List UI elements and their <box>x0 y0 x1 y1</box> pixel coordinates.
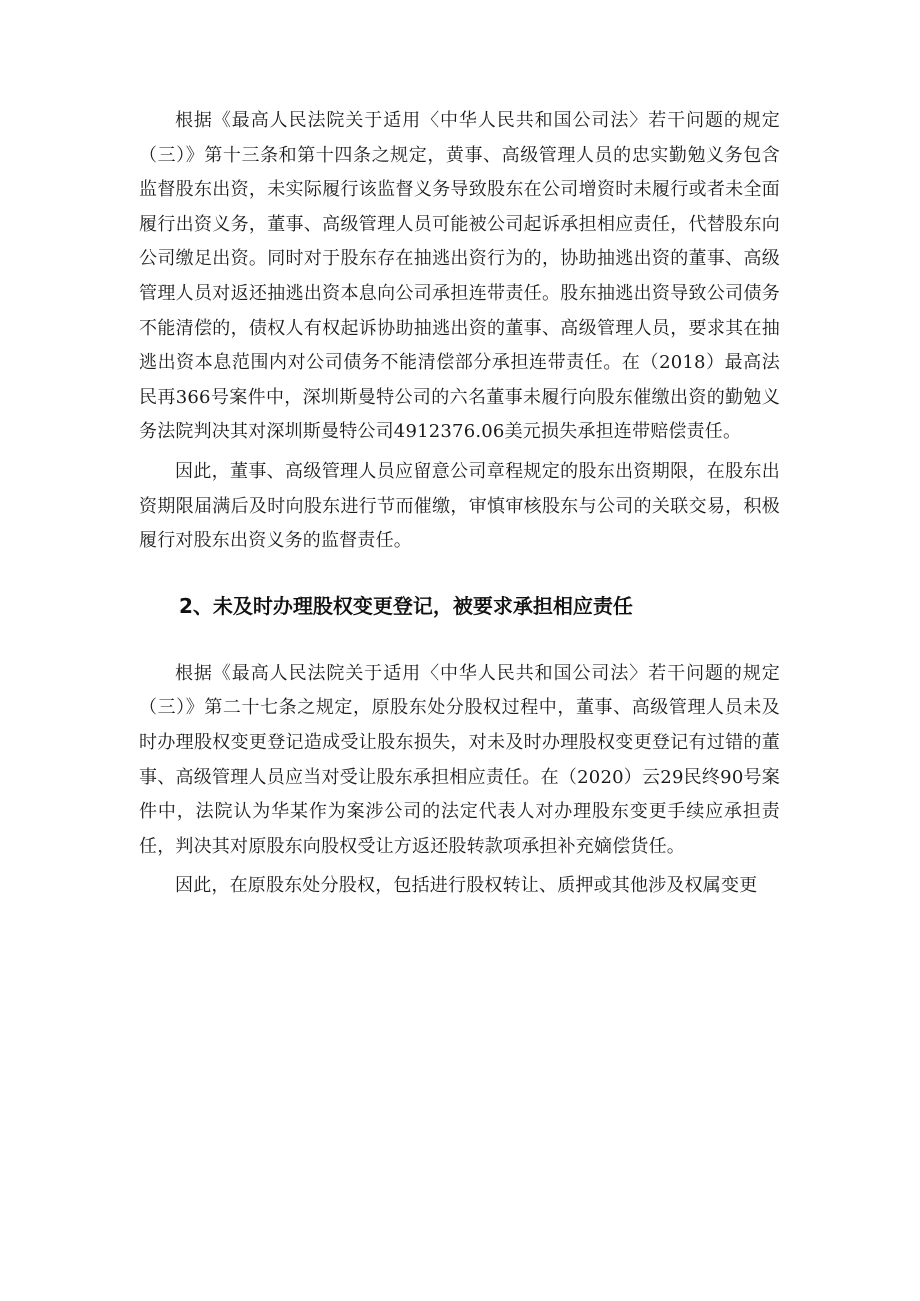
section2-paragraph-2: 因此，在原股东处分股权，包括进行股权转让、质押或其他涉及权属变更 <box>175 875 758 897</box>
document-page <box>139 104 780 904</box>
section2-paragraph-1: 根据《最高人民法院关于适用〈中华人民共和国公司法〉若干问题的规定（三）》第二十七条之规定，原股东处分股权过程中，董事、高级管理人员未及时办理股权变更登记造成受让股东损失，对未及时办理股权变更登记有过错的董事、高级管理人员应当对受让股东承担相应责任。在（2020）云29民终90号案件中，法院认为华某作为案涉公司的法定代表人对办理股东变更手续应承担责任，判决其对原股东向股权受让方返还股转款项承担补充嫡偿货任。 <box>139 662 780 857</box>
section1-paragraph-2: 因此，董事、高级管理人员应留意公司章程规定的股东出资期限，在股东出资期限届满后及时向股东进行节而催缴，审慎审核股东与公司的关联交易，积极履行对股东出资义务的监督责任。 <box>139 460 780 552</box>
section2-heading: 2、未及时办理股权变更登记，被要求承担相应责任 <box>179 593 633 618</box>
section1-paragraph-1: 根据《最高人民法院关于适用〈中华人民共和国公司法〉若干问题的规定（三）》第十三条和第十四条之规定，黄事、高级管理人员的忠实勤勉义务包含监督股东出资，未实际履行该监督义务导致股东在公司增资时未履行或者未全面履行出资义务，董事、高级管理人员可能被公司起诉承担相应责任，代替股东向公司缴足出资。同时对于股东存在抽逃出资行为的，协助抽逃出资的董事、高级管理人员对返还抽逃出资本息向公司承担连带责任。股东抽逃出资导致公司债务不能清偿的，债权人有权起诉协助抽逃出资的董事、高级管理人员，要求其在抽逃出资本息范围内对公司债务不能清偿部分承担连带责任。在（2018）最高法民再366号案件中，深圳斯曼特公司的六名董事未履行向股东催缴出资的勤勉义务法院判决其对深圳斯曼特公司4912376.06美元损失承担连带赔偿责任。 <box>139 110 780 443</box>
